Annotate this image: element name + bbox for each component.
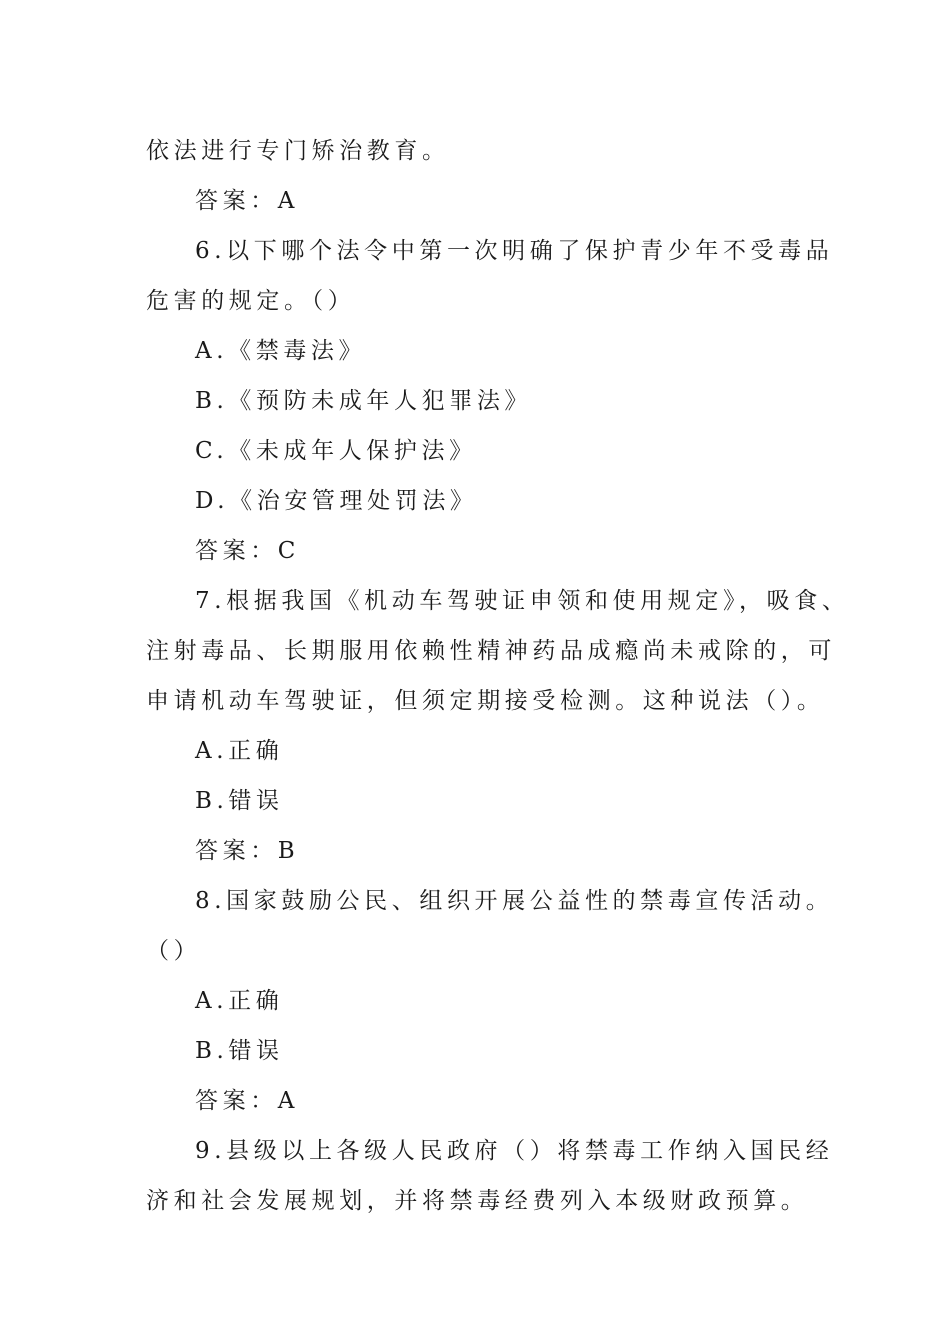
question-6: 6.以下哪个法令中第一次明确了保护青少年不受毒品 — [195, 238, 834, 264]
question-8: 8.国家鼓励公民、组织开展公益性的禁毒宣传活动。 — [195, 888, 834, 914]
option-c: C.《未成年人保护法》 — [195, 438, 477, 464]
option-a: A.《禁毒法》 — [195, 338, 367, 364]
option-a: A.正确 — [195, 738, 284, 764]
answer-line: 答案：C — [195, 538, 300, 564]
answer-line: 答案：A — [195, 1088, 300, 1114]
option-b: B.错误 — [195, 1038, 284, 1064]
option-b: B.错误 — [195, 788, 284, 814]
question-9-continuation: 济和社会发展规划，并将禁毒经费列入本级财政预算。 — [146, 1188, 809, 1214]
text-line: 依法进行专门矫治教育。 — [146, 138, 450, 164]
answer-line: 答案：A — [195, 188, 300, 214]
question-9: 9.县级以上各级人民政府（）将禁毒工作纳入国民经 — [195, 1138, 834, 1164]
question-7-continuation: 注射毒品、长期服用依赖性精神药品成瘾尚未戒除的，可 — [146, 638, 836, 664]
question-7: 7.根据我国《机动车驾驶证申领和使用规定》，吸食、 — [195, 588, 850, 614]
option-b: B.《预防未成年人犯罪法》 — [195, 388, 533, 414]
question-8-continuation: （） — [146, 938, 202, 964]
question-6-continuation: 危害的规定。（） — [146, 288, 356, 314]
option-a: A.正确 — [195, 988, 284, 1014]
option-d: D.《治安管理处罚法》 — [195, 488, 478, 514]
answer-line: 答案：B — [195, 838, 300, 864]
question-7-continuation: 申请机动车驾驶证，但须定期接受检测。这种说法（）。 — [146, 688, 825, 714]
